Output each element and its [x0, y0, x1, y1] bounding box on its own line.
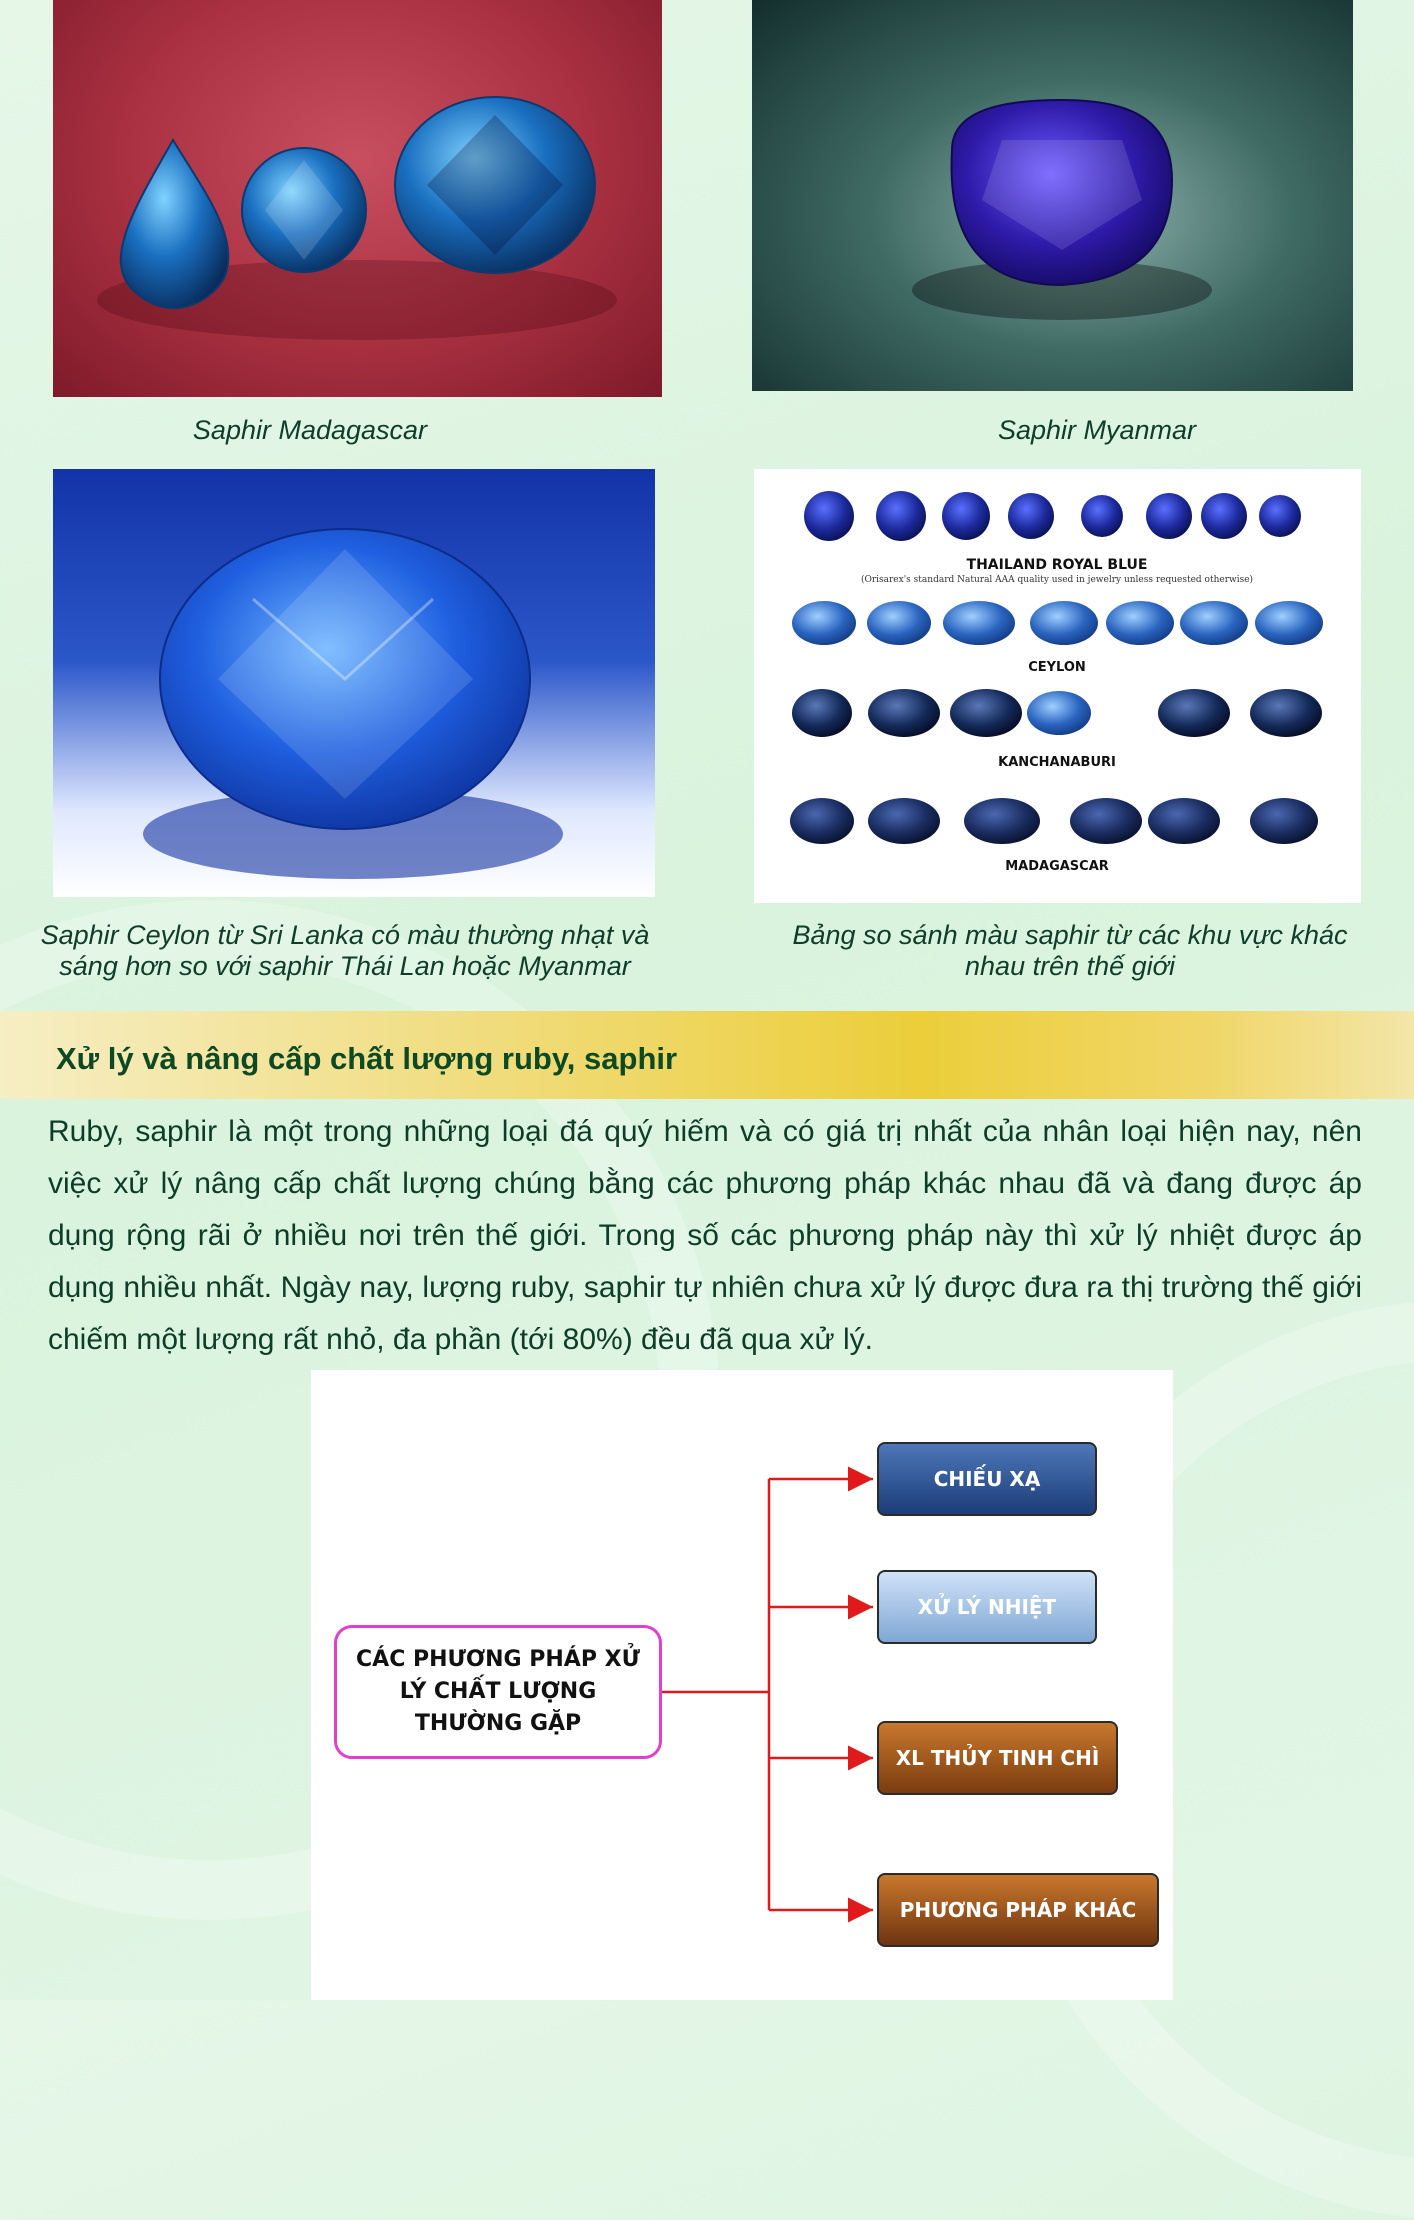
- photo-caption: Saphir Ceylon từ Sri Lanka có màu thường nhạt và sáng hơn so với saphir Thái Lan hoặc Myanmar: [40, 920, 650, 981]
- photo-saphir-myanmar: [752, 0, 1353, 391]
- section-header-bar: [0, 1011, 1414, 1099]
- photo-caption: Bảng so sánh màu saphir từ các khu vực khác nhau trên thế giới: [792, 920, 1348, 981]
- photo-saphir-ceylon: [53, 469, 655, 897]
- photo-caption: Saphir Myanmar: [997, 415, 1197, 445]
- method-box-heat-treatment: XỬ LÝ NHIỆT: [877, 1570, 1097, 1644]
- diagram-center-box: CÁC PHƯƠNG PHÁP XỬ LÝ CHẤT LƯỢNG THƯỜNG GẶP: [334, 1625, 662, 1759]
- chart-row-subtitle: (Orisarex's standard Natural AAA quality used in jewelry unless requested otherwise): [860, 575, 1254, 585]
- row-royal-blue-gems: [804, 491, 1301, 541]
- sapphire-illustration: [752, 0, 1353, 391]
- sapphire-comparison-illustration: [754, 469, 1361, 903]
- sapphire-illustration: [53, 0, 662, 397]
- body-paragraph: Ruby, saphir là một trong những loại đá quý hiếm và có giá trị nhất của nhân loại hiện nay, nên việc xử lý nâng cấp chất lượng chúng bằng các phương pháp khác nhau đã và đang được áp dụng rộng rãi ở nhiều nơi trên thế giới. Trong số các phương pháp này thì xử lý nhiệt được áp dụng nhiều nhất. Ngày nay, lượng ruby, saphir tự nhiên chưa xử lý được đưa ra thị trường thế giới chiếm một lượng rất nhỏ, đa phần (tới 80%) đều đã qua xử lý.: [48, 1115, 1362, 1356]
- sapphire-illustration: [53, 469, 655, 897]
- row-ceylon-gems: [792, 601, 1323, 645]
- chart-row-title: CEYLON: [1028, 660, 1086, 675]
- chart-row-title: THAILAND ROYAL BLUE: [966, 557, 1148, 573]
- method-box-irradiation: CHIẾU XẠ: [877, 1442, 1097, 1516]
- photo-caption: Saphir Madagascar: [192, 415, 428, 445]
- method-box-other: PHƯƠNG PHÁP KHÁC: [877, 1873, 1159, 1947]
- chart-row-title: MADAGASCAR: [1005, 859, 1109, 874]
- method-box-lead-glass: XL THỦY TINH CHÌ: [877, 1721, 1118, 1795]
- section-title: Xử lý và nâng cấp chất lượng ruby, saphir: [56, 1041, 678, 1076]
- photo-saphir-madagascar: [53, 0, 662, 397]
- row-kanchanaburi-gems: [792, 689, 1322, 737]
- chart-row-title: KANCHANABURI: [998, 755, 1116, 770]
- treatment-methods-diagram: [311, 1370, 1173, 2000]
- row-madagascar-gems: [790, 798, 1318, 844]
- photo-sapphire-comparison-chart: [754, 469, 1361, 903]
